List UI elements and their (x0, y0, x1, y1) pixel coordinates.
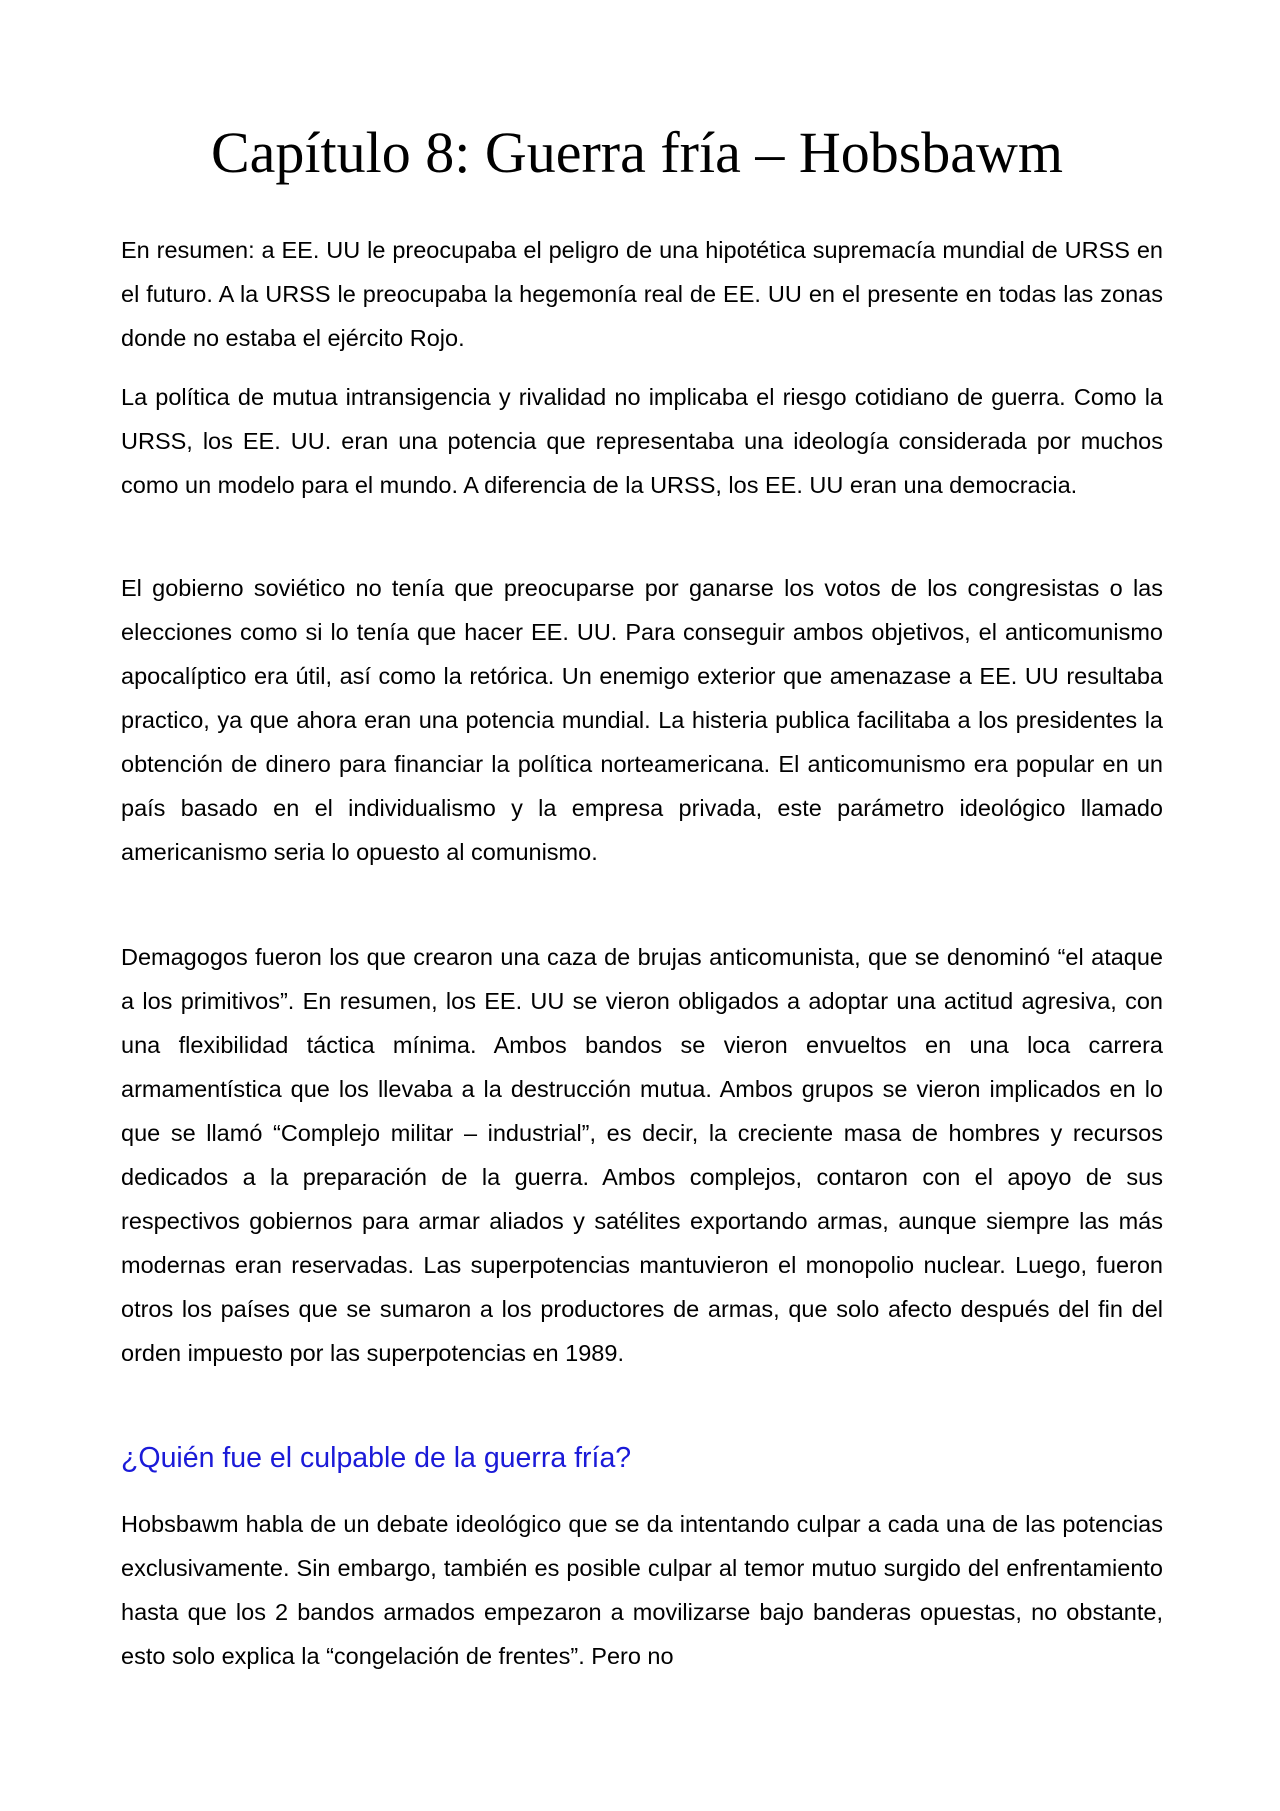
paragraph-1: En resumen: a EE. UU le preocupaba el peligro de una hipotética supremacía mundial de URSS en el futuro. A la URSS le preocupaba la hegemonía real de EE. UU en el presente en todas las zonas donde no estaba el ejército Rojo. (121, 237, 1163, 351)
section-paragraph: Hobsbawm habla de un debate ideológico que se da intentando culpar a cada una de las potencias exclusivamente. Sin embargo, también es posible culpar al temor mutuo surgido del enfrentamiento hasta que los 2 bandos armados empezaron a movilizarse bajo banderas opuestas, no obstante, esto solo explica la “congelación de frentes”. Pero no (121, 1511, 1163, 1669)
paragraph-4: Demagogos fueron los que crearon una caza de brujas anticomunista, que se denominó “el ataque a los primitivos”. En resumen, los EE. UU se vieron obligados a adoptar una actitud agresiva, con una flexibilidad táctica mínima. Ambos bandos se vieron envueltos en una loca carrera armamentística que los llevaba a la destrucción mutua. Ambos grupos se vieron implicados en lo que se llamó “Complejo militar – industrial”, es decir, la creciente masa de hombres y recursos dedicados a la preparación de la guerra. Ambos complejos, contaron con el apoyo de sus respectivos gobiernos para armar aliados y satélites exportando armas, aunque siempre las más modernas eran reservadas. Las superpotencias mantuvieron el monopolio nuclear. Luego, fueron otros los países que se sumaron a los productores de armas, que solo afecto después del fin del orden impuesto por las superpotencias en 1989. (121, 944, 1163, 1366)
paragraph-3: El gobierno soviético no tenía que preocuparse por ganarse los votos de los congresistas o las elecciones como si lo tenía que hacer EE. UU. Para conseguir ambos objetivos, el anticomunismo apocalíptico era útil, así como la retórica. Un enemigo exterior que amenazase a EE. UU resultaba practico, ya que ahora eran una potencia mundial. La histeria publica facilitaba a los presidentes la obtención de dinero para financiar la política norteamericana. El anticomunismo era popular en un país basado en el individualismo y la empresa privada, este parámetro ideológico llamado americanismo seria lo opuesto al comunismo. (121, 575, 1163, 865)
page-title: Capítulo 8: Guerra fría – Hobsbawm (210, 120, 1064, 185)
paragraph-2: La política de mutua intransigencia y rivalidad no implicaba el riesgo cotidiano de guerra. Como la URSS, los EE. UU. eran una potencia que representaba una ideología considerada por muchos como un modelo para el mundo. A diferencia de la URSS, los EE. UU eran una democracia. (121, 384, 1163, 498)
section-heading: ¿Quién fue el culpable de la guerra fría? (121, 1442, 632, 1474)
